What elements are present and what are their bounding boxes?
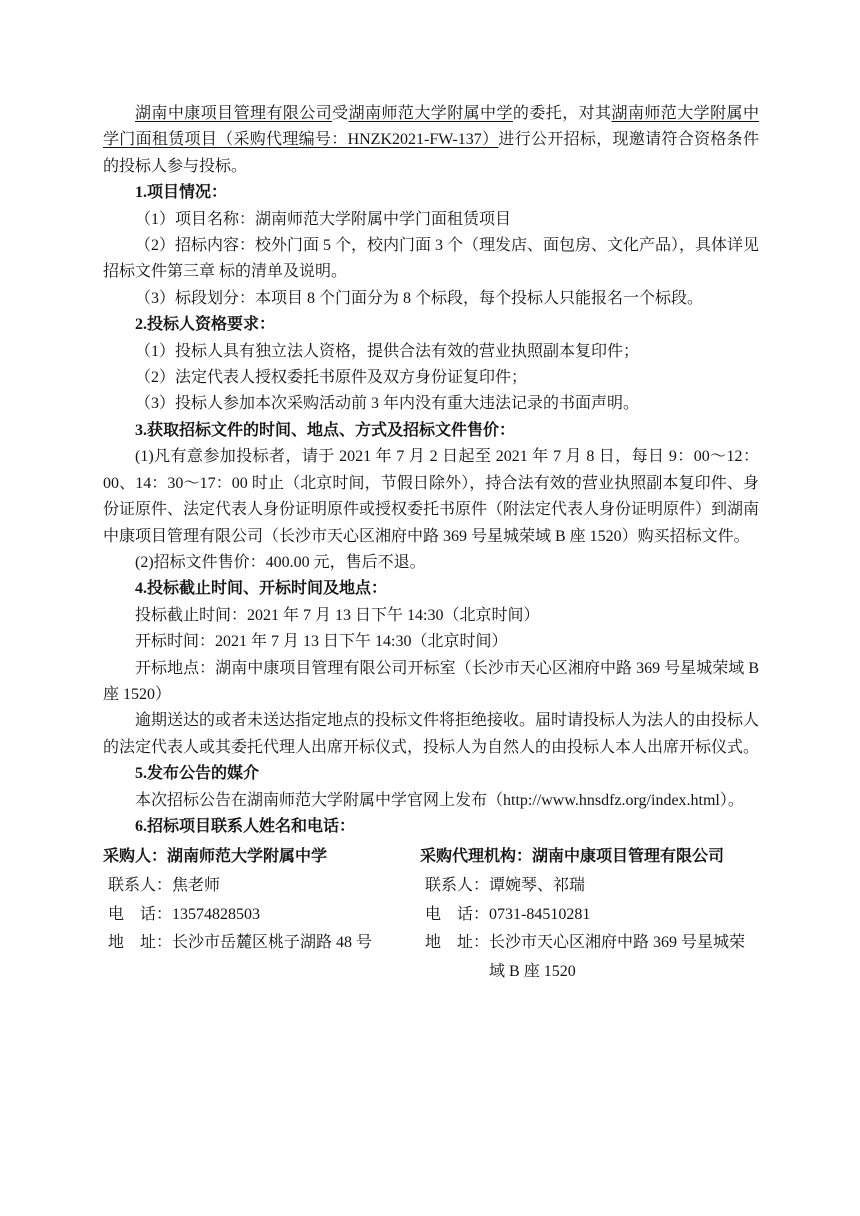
intro-purchaser-name: 湖南师范大学附属中学 — [348, 105, 513, 122]
purchaser-title-row — [103, 843, 420, 872]
intro-text-1: 受 — [332, 105, 349, 122]
heading-obtain-documents: 3.获取招标文件的时间、地点、方式及招标文件售价： — [135, 421, 516, 439]
agency-phone-number: 0731-84510281 — [489, 905, 591, 923]
heading-announcement-media: 5.发布公告的媒介 — [135, 765, 260, 783]
purchaser-contact-label: 联系人： — [108, 876, 173, 894]
item-lot-division: （3）标段划分：本项目 8 个门面分为 8 个标段，每个投标人只能报名一个标段。 — [135, 289, 704, 307]
purchaser-address-label: 地 址： — [108, 934, 173, 952]
heading-bidder-qualification: 2.投标人资格要求： — [135, 316, 276, 334]
para-opening-time: 开标时间：2021 年 7 月 13 日下午 14:30（北京时间） — [135, 633, 508, 651]
heading-project-info: 1.项目情况： — [135, 184, 228, 202]
agency-name: 湖南中康项目管理有限公司 — [532, 848, 725, 866]
agency-address-row — [420, 929, 759, 986]
intro-project-name-and-code: 湖南师范大学附属中学门面租赁项目（采购代理编号：HNZK2021-FW-137） — [103, 105, 759, 149]
para-opening-place: 开标地点：湖南中康项目管理有限公司开标室（长沙市天心区湘府中路 369 号星城荣域 B 座 1520） — [103, 659, 759, 703]
item-project-name: （1）项目名称：湖南师范大学附属中学门面租赁项目 — [135, 210, 512, 228]
purchaser-address-row — [103, 929, 420, 958]
agency-contact-label: 联系人： — [425, 876, 490, 894]
heading-deadline-opening: 4.投标截止时间、开标时间及地点： — [135, 580, 388, 598]
agency-label: 采购代理机构： — [420, 848, 533, 866]
purchaser-phone-row — [103, 901, 420, 930]
item-qualification-2: （2）法定代表人授权委托书原件及双方身份证复印件； — [135, 369, 528, 387]
intro-agency-name: 湖南中康项目管理有限公司 — [135, 105, 333, 122]
para-obtain-details: (1)凡有意参加投标者，请于 2021 年 7 月 2 日起至 2021 年 7 月 8 日，每日 9：00～12：00、14：30～17：00 时止（北京时间，节假日除外），持合法有效的营业执照副本复印件、身份证原件、法定代表人身份证明原件或授权委托书原件（附法定代表人身份证明原件）到湖南中康项目管理有限公司（长沙市天心区湘府中路 369 号星城荣域 B 座 1520）购买招标文件。 — [103, 448, 760, 545]
item-qualification-1: （1）投标人具有独立法人资格，提供合法有效的营业执照副本复印件； — [135, 342, 640, 360]
heading-contacts: 6.招标项目联系人姓名和电话： — [135, 817, 356, 835]
para-bid-deadline: 投标截止时间：2021 年 7 月 13 日下午 14:30（北京时间） — [135, 606, 540, 624]
document-content — [103, 101, 759, 986]
agency-title-row — [420, 843, 759, 872]
para-late-delivery-notice: 逾期送达的或者未送达指定地点的投标文件将拒绝接收。届时请投标人为法人的由投标人的法定代表人或其委托代理人出席开标仪式，投标人为自然人的由投标人本人出席开标仪式。 — [103, 712, 760, 756]
purchaser-contact-row — [103, 872, 420, 901]
purchaser-name: 湖南师范大学附属中学 — [167, 848, 328, 866]
purchaser-phone-label: 电 话： — [108, 905, 173, 923]
intro-text-3: 进行公开招标，现邀请符合资格条件的投标人参与投标。 — [103, 131, 759, 175]
agency-contact-block — [420, 843, 759, 986]
purchaser-contact-block — [103, 843, 420, 986]
intro-paragraph — [103, 101, 759, 180]
agency-address: 长沙市天心区湘府中路 369 号星城荣域 B 座 1520 — [489, 934, 746, 980]
para-document-price: (2)招标文件售价：400.00 元，售后不退。 — [135, 553, 426, 571]
purchaser-contact-person: 焦老师 — [172, 876, 221, 894]
intro-text-2: 的委托，对其 — [512, 105, 612, 122]
agency-phone-row — [420, 901, 759, 930]
purchaser-address: 长沙市岳麓区桃子湖路 48 号 — [172, 934, 373, 952]
agency-address-label: 地 址： — [425, 934, 490, 952]
item-tender-content: （2）招标内容：校外门面 5 个，校内门面 3 个（理发店、面包房、文化产品），具体详见招标文件第三章 标的清单及说明。 — [103, 237, 760, 281]
purchaser-phone-number: 13574828503 — [172, 905, 261, 923]
purchaser-label: 采购人： — [103, 848, 168, 866]
para-announcement-website: 本次招标公告在湖南师范大学附属中学官网上发布（http://www.hnsdfz.org/index.html）。 — [135, 791, 744, 809]
item-qualification-3: （3）投标人参加本次采购活动前 3 年内没有重大违法记录的书面声明。 — [135, 395, 640, 413]
agency-contact-person: 谭婉琴、祁瑞 — [489, 876, 586, 894]
agency-contact-row — [420, 872, 759, 901]
agency-phone-label: 电 话： — [425, 905, 490, 923]
contact-section — [103, 843, 759, 986]
